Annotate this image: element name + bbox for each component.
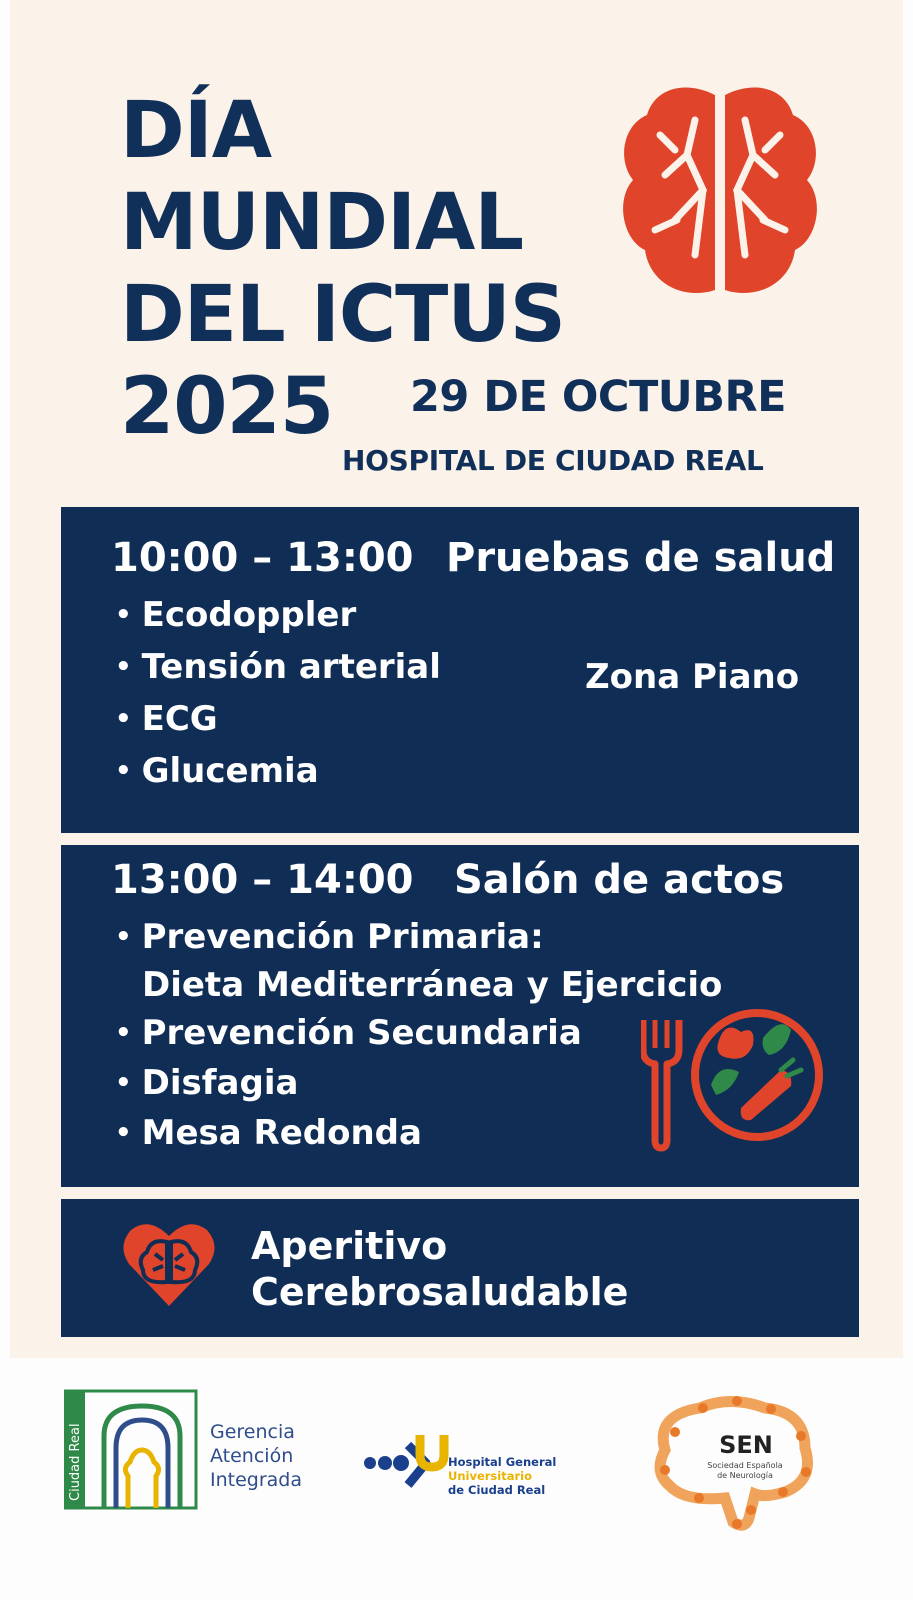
title-line-3: DEL ICTUS — [120, 270, 565, 360]
gerencia-line-3: Integrada — [210, 1469, 303, 1491]
list-item: • Disfagia — [115, 1063, 299, 1103]
list-item: • Prevención Secundaria — [115, 1013, 582, 1053]
title-line-1: DÍA — [120, 86, 272, 176]
list-item: • Mesa Redonda — [115, 1113, 422, 1153]
plate-icon — [641, 990, 826, 1160]
gerencia-line-1: Gerencia — [210, 1421, 295, 1443]
brain-icon — [615, 80, 825, 310]
session1-time: 10:00 – 13:00 — [111, 535, 414, 581]
session2-time: 13:00 – 14:00 — [111, 857, 414, 903]
session-health-tests — [61, 507, 859, 833]
list-item: • ECG — [115, 699, 218, 739]
aperitif-line-2: Cerebrosaludable — [251, 1270, 629, 1314]
sen-title: SEN — [719, 1431, 773, 1459]
gerencia-logo-text — [210, 1420, 302, 1492]
session1-zone: Zona Piano — [585, 657, 800, 697]
sen-sub-line-2: de Neurología — [717, 1471, 773, 1480]
fork-icon — [643, 1020, 679, 1148]
aperitif-line-1: Aperitivo — [251, 1224, 448, 1268]
heart-brain-icon — [121, 1216, 217, 1312]
hospital-line-1: Hospital General — [448, 1455, 557, 1469]
title-line-4: 2025 — [120, 362, 334, 452]
hospital-logo-icon — [364, 1423, 449, 1493]
session-aperitif — [61, 1199, 859, 1337]
hospital-line-3: de Ciudad Real — [448, 1483, 546, 1497]
gerencia-line-2: Atención — [210, 1445, 294, 1467]
event-date: 29 DE OCTUBRE — [410, 372, 786, 422]
ciudad-real-logo — [64, 1388, 204, 1510]
hospital-line-2: Universitario — [448, 1469, 532, 1483]
list-item: • Glucemia — [115, 751, 319, 791]
session-auditorium — [61, 845, 859, 1187]
ciudad-real-label: Ciudad Real — [68, 1423, 83, 1501]
session1-heading: Pruebas de salud — [446, 535, 836, 581]
list-item: • Prevención Primaria: — [115, 917, 544, 957]
poster — [10, 0, 903, 1358]
list-item: • Tensión arterial — [115, 647, 441, 687]
session2-heading: Salón de actos — [454, 857, 785, 903]
list-item: • Ecodoppler — [115, 595, 357, 635]
sen-subtitle — [695, 1461, 795, 1481]
title-line-2: MUNDIAL — [120, 178, 524, 268]
list-item-continued: Dieta Mediterránea y Ejercicio — [142, 965, 723, 1005]
aperitif-text — [251, 1223, 628, 1315]
hospital-logo-text — [448, 1455, 556, 1497]
sen-sub-line-1: Sociedad Española — [707, 1461, 783, 1470]
event-location: HOSPITAL DE CIUDAD REAL — [342, 444, 764, 477]
sponsor-logos — [0, 1358, 913, 1600]
